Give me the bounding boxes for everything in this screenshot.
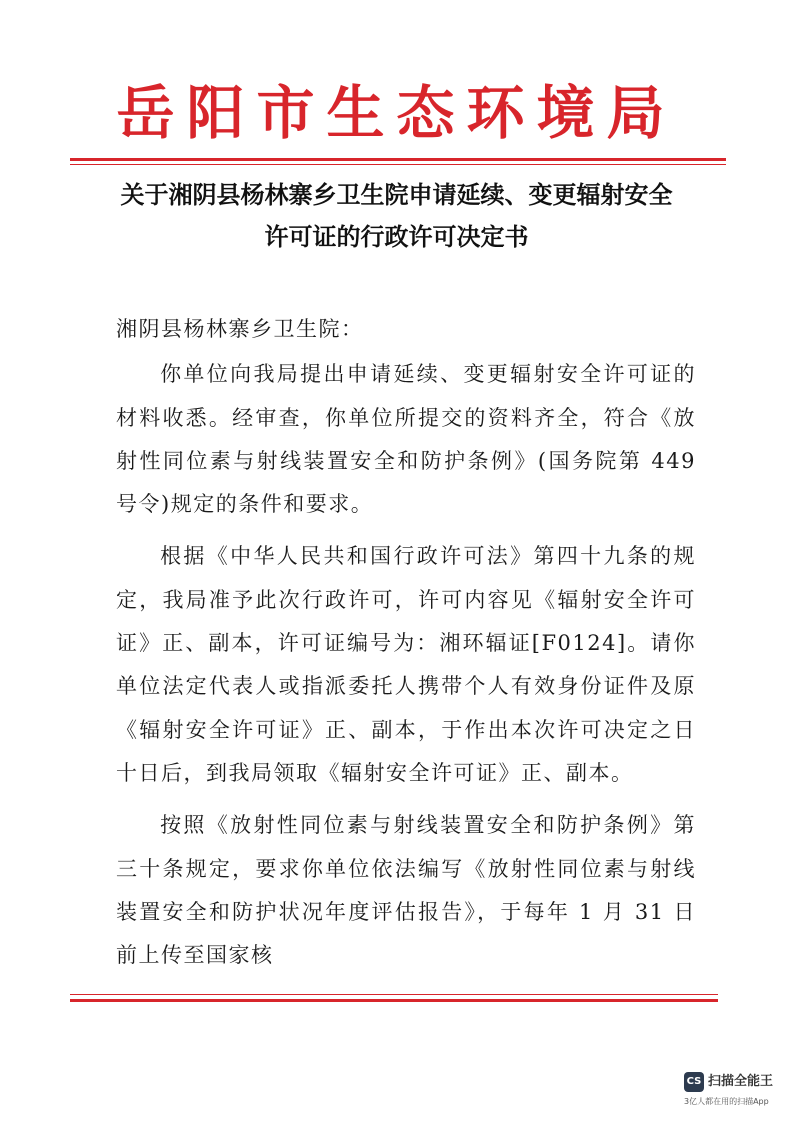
header-red-rule-thin (70, 164, 726, 165)
document-title (60, 174, 733, 258)
salutation: 湘阴县杨林寨乡卫生院： (116, 317, 364, 341)
watermark-app-name: 扫描全能王 (708, 1074, 774, 1089)
issuing-authority-header: 岳阳市生态环境局 (116, 79, 677, 147)
paragraph-2: 根据《中华人民共和国行政许可法》第四十九条的规定，我局准予此次行政许可，许可内容见《辐射安全许可证》正、副本，许可证编号为：湘环辐证[F0124]。请你单位法定代表人或指派委托人携带个人有效身份证件及原《辐射安全许可证》正、副本，于作出本次许可决定之日十日后，到我局领取《辐射安全许可证》正、副本。 (116, 544, 696, 785)
document-body (116, 308, 696, 986)
footer-red-rule-thin (70, 994, 718, 995)
camscanner-logo-icon: CS (684, 1072, 704, 1092)
paragraph-3: 按照《放射性同位素与射线装置安全和防护条例》第三十条规定，要求你单位依法编写《放射性同位素与射线装置安全和防护状况年度评估报告》，于每年 1 月 31 日前上传至国家核 (116, 813, 696, 968)
header-red-rule-thick (70, 158, 726, 161)
document-title-line-2: 许可证的行政许可决定书 (264, 223, 529, 251)
paragraph-1: 你单位向我局提出申请延续、变更辐射安全许可证的材料收悉。经审查，你单位所提交的资料齐全，符合《放射性同位素与射线装置安全和防护条例》(国务院第 449 号令)规定的条件和要求。 (116, 362, 696, 517)
scanner-watermark (684, 1072, 784, 1112)
footer-red-rule-thick (70, 999, 718, 1002)
document-title-line-1: 关于湘阴县杨林寨乡卫生院申请延续、变更辐射安全 (120, 181, 673, 209)
watermark-tagline: 3亿人都在用的扫描App (684, 1097, 769, 1106)
